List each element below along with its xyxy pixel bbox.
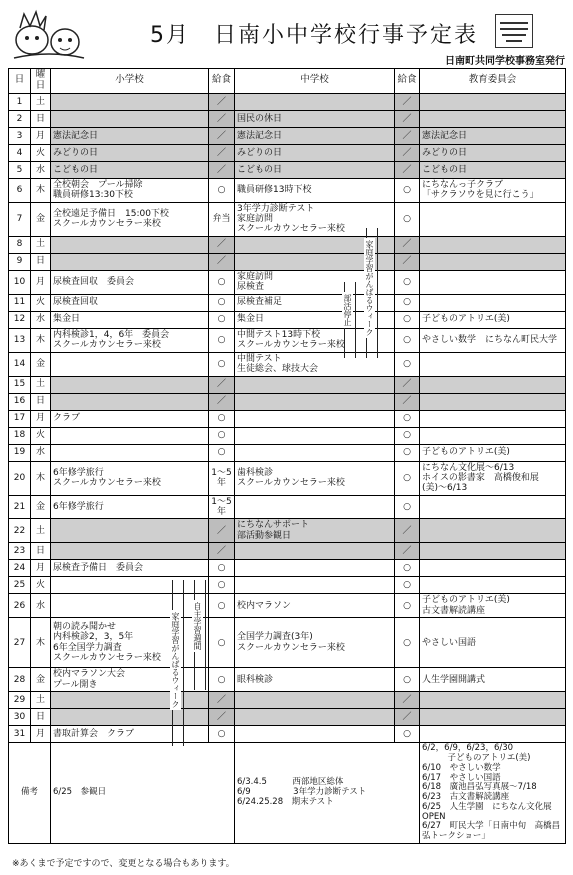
lunch-junior-cell: ／ bbox=[395, 161, 420, 178]
mascot-logo-icon bbox=[10, 8, 88, 62]
lunch-junior-cell: ／ bbox=[395, 253, 420, 270]
elementary-cell: みどりの日 bbox=[51, 144, 209, 161]
study-week-label-may: 家庭学習がんばるウィーク bbox=[171, 612, 180, 708]
lunch-elementary-cell: ○ bbox=[209, 270, 235, 294]
elementary-cell: クラブ bbox=[51, 410, 209, 427]
weekday-cell: 日 bbox=[31, 543, 51, 560]
elementary-cell: 書取計算会 クラブ bbox=[51, 726, 209, 743]
lunch-elementary-cell: ○ bbox=[209, 618, 235, 668]
junior-high-cell: こどもの日 bbox=[235, 161, 395, 178]
lunch-junior-cell: ○ bbox=[395, 726, 420, 743]
education-board-cell bbox=[420, 726, 566, 743]
elementary-cell: 尿検査回収 bbox=[51, 294, 209, 311]
day-cell: 25 bbox=[9, 577, 31, 594]
day-cell: 11 bbox=[9, 294, 31, 311]
day-cell: 31 bbox=[9, 726, 31, 743]
education-board-cell: 憲法記念日 bbox=[420, 127, 566, 144]
education-board-cell bbox=[420, 427, 566, 444]
lunch-junior-cell: ○ bbox=[395, 668, 420, 692]
day-cell: 9 bbox=[9, 253, 31, 270]
elementary-cell: 校内マラソン大会 プール開き bbox=[51, 668, 209, 692]
col-lunch-junior: 給食 bbox=[395, 69, 420, 94]
education-board-cell: にちなんっ子クラブ 「サクラソウを見に行こう」 bbox=[420, 178, 566, 202]
schedule-row bbox=[9, 93, 566, 110]
education-board-cell bbox=[420, 709, 566, 726]
education-board-cell bbox=[420, 577, 566, 594]
education-board-cell bbox=[420, 270, 566, 294]
lunch-junior-cell: ○ bbox=[395, 352, 420, 376]
junior-high-cell: 校内マラソン bbox=[235, 594, 395, 618]
lunch-junior-cell: ／ bbox=[395, 543, 420, 560]
lunch-elementary-cell: ／ bbox=[209, 236, 235, 253]
weekday-cell: 火 bbox=[31, 144, 51, 161]
lunch-elementary-cell: ／ bbox=[209, 253, 235, 270]
lunch-junior-cell: ／ bbox=[395, 376, 420, 393]
lunch-junior-cell: ○ bbox=[395, 410, 420, 427]
day-cell: 19 bbox=[9, 444, 31, 461]
day-cell: 13 bbox=[9, 328, 31, 352]
lunch-elementary-cell: ○ bbox=[209, 726, 235, 743]
schedule-row bbox=[9, 519, 566, 543]
lunch-elementary-cell: ○ bbox=[209, 410, 235, 427]
education-board-cell bbox=[420, 236, 566, 253]
header-row bbox=[9, 69, 566, 94]
education-board-cell bbox=[420, 352, 566, 376]
schedule-row bbox=[9, 270, 566, 294]
junior-high-cell: 憲法記念日 bbox=[235, 127, 395, 144]
lunch-junior-cell: ／ bbox=[395, 144, 420, 161]
education-board-cell: やさしい数学 にちなん町民大学 bbox=[420, 328, 566, 352]
day-cell: 12 bbox=[9, 311, 31, 328]
schedule-row bbox=[9, 127, 566, 144]
lunch-elementary-cell: ／ bbox=[209, 110, 235, 127]
elementary-cell bbox=[51, 376, 209, 393]
schedule-row bbox=[9, 311, 566, 328]
lunch-elementary-cell: ○ bbox=[209, 577, 235, 594]
lunch-junior-cell: ／ bbox=[395, 709, 420, 726]
lunch-junior-cell: ○ bbox=[395, 618, 420, 668]
lunch-junior-cell: ／ bbox=[395, 519, 420, 543]
elementary-cell: 朝の読み聞かせ 内科検診2，3，5年 6年全国学力調査 スクールカウンセラー来校 bbox=[51, 618, 209, 668]
schedule-row bbox=[9, 709, 566, 726]
junior-high-cell bbox=[235, 393, 395, 410]
lunch-junior-cell: ○ bbox=[395, 444, 420, 461]
notes-elementary: 6/25 参観日 bbox=[51, 743, 235, 844]
education-board-cell: こどもの日 bbox=[420, 161, 566, 178]
lunch-elementary-cell: ／ bbox=[209, 519, 235, 543]
schedule-row bbox=[9, 410, 566, 427]
lunch-junior-cell: ○ bbox=[395, 294, 420, 311]
weekday-cell: 火 bbox=[31, 294, 51, 311]
day-cell: 14 bbox=[9, 352, 31, 376]
weekday-cell: 月 bbox=[31, 270, 51, 294]
schedule-table bbox=[8, 68, 566, 844]
weekday-cell: 月 bbox=[31, 560, 51, 577]
junior-high-cell bbox=[235, 692, 395, 709]
schedule-row bbox=[9, 577, 566, 594]
lunch-elementary-cell: ○ bbox=[209, 594, 235, 618]
lunch-junior-cell: ○ bbox=[395, 328, 420, 352]
weekday-cell: 木 bbox=[31, 618, 51, 668]
junior-high-cell bbox=[235, 376, 395, 393]
day-cell: 26 bbox=[9, 594, 31, 618]
schedule-row bbox=[9, 236, 566, 253]
junior-high-cell: 中間テスト13時下校 スクールカウンセラー来校 bbox=[235, 328, 395, 352]
lunch-elementary-cell: ○ bbox=[209, 668, 235, 692]
weekday-cell: 月 bbox=[31, 410, 51, 427]
col-lunch-elementary: 給食 bbox=[209, 69, 235, 94]
junior-high-cell bbox=[235, 410, 395, 427]
elementary-cell: 内科検診1，4，6年 委員会 スクールカウンセラー来校 bbox=[51, 328, 209, 352]
education-board-cell bbox=[420, 393, 566, 410]
day-cell: 20 bbox=[9, 461, 31, 495]
junior-high-cell: みどりの日 bbox=[235, 144, 395, 161]
weekday-cell: 金 bbox=[31, 495, 51, 519]
junior-high-cell bbox=[235, 543, 395, 560]
junior-high-cell bbox=[235, 427, 395, 444]
weekday-cell: 水 bbox=[31, 161, 51, 178]
publisher: 日南町共同学校事務室発行 bbox=[445, 56, 565, 67]
day-cell: 4 bbox=[9, 144, 31, 161]
education-board-cell: 子どものアトリエ(美) 古文書解読講座 bbox=[420, 594, 566, 618]
day-cell: 27 bbox=[9, 618, 31, 668]
schedule-row bbox=[9, 618, 566, 668]
lunch-elementary-cell: ○ bbox=[209, 178, 235, 202]
schedule-row bbox=[9, 328, 566, 352]
lunch-junior-cell: ／ bbox=[395, 692, 420, 709]
lunch-elementary-cell: ／ bbox=[209, 161, 235, 178]
day-cell: 1 bbox=[9, 93, 31, 110]
elementary-cell bbox=[51, 594, 209, 618]
junior-high-cell bbox=[235, 93, 395, 110]
junior-high-cell bbox=[235, 495, 395, 519]
lunch-elementary-cell: ○ bbox=[209, 352, 235, 376]
lunch-junior-cell: ／ bbox=[395, 393, 420, 410]
junior-high-cell: 国民の休日 bbox=[235, 110, 395, 127]
lunch-elementary-cell: ／ bbox=[209, 543, 235, 560]
schedule-row bbox=[9, 461, 566, 495]
schedule-row bbox=[9, 294, 566, 311]
day-cell: 5 bbox=[9, 161, 31, 178]
lunch-elementary-cell: ／ bbox=[209, 127, 235, 144]
education-board-cell: 子どものアトリエ(美) bbox=[420, 311, 566, 328]
lunch-elementary-cell: ○ bbox=[209, 427, 235, 444]
day-cell: 29 bbox=[9, 692, 31, 709]
education-board-cell bbox=[420, 519, 566, 543]
junior-high-cell bbox=[235, 444, 395, 461]
lunch-elementary-cell: ○ bbox=[209, 311, 235, 328]
col-day: 日 bbox=[9, 69, 31, 94]
day-cell: 22 bbox=[9, 519, 31, 543]
weekday-cell: 日 bbox=[31, 110, 51, 127]
notes-education-board: 6/2，6/9，6/23，6/30 子どものアトリエ(美) 6/10 やさしい数学 6/17 やさしい国語 6/18 廣池昌弘写真展〜7/18 6/23 古文書解読講座 6/25 人生学園 にちなん文化展OPEN 6/27 町民大学「日南中旬 高橋昌弘トークショー」 bbox=[420, 743, 566, 844]
notes-label: 備考 bbox=[9, 743, 51, 844]
page-title: 5月 日南小中学校行事予定表 bbox=[150, 23, 478, 48]
schedule-row bbox=[9, 393, 566, 410]
junior-high-cell: 歯科検診 スクールカウンセラー来校 bbox=[235, 461, 395, 495]
elementary-cell: 全校朝会 プール掃除 職員研修13:30下校 bbox=[51, 178, 209, 202]
page-header bbox=[0, 0, 573, 68]
elementary-cell bbox=[51, 577, 209, 594]
education-board-cell: 子どものアトリエ(美) bbox=[420, 444, 566, 461]
lunch-junior-cell: ○ bbox=[395, 178, 420, 202]
junior-high-cell bbox=[235, 726, 395, 743]
lunch-junior-cell: ／ bbox=[395, 93, 420, 110]
lunch-junior-cell: ○ bbox=[395, 594, 420, 618]
elementary-cell bbox=[51, 393, 209, 410]
education-board-cell bbox=[420, 93, 566, 110]
weekday-cell: 土 bbox=[31, 236, 51, 253]
day-cell: 15 bbox=[9, 376, 31, 393]
notes-row bbox=[9, 743, 566, 844]
day-cell: 23 bbox=[9, 543, 31, 560]
day-cell: 6 bbox=[9, 178, 31, 202]
lunch-elementary-cell: 弁当 bbox=[209, 202, 235, 236]
lunch-junior-cell: ○ bbox=[395, 560, 420, 577]
elementary-cell bbox=[51, 352, 209, 376]
lunch-elementary-cell: ／ bbox=[209, 393, 235, 410]
club-pause-label: 部活停止 bbox=[343, 294, 352, 326]
day-cell: 30 bbox=[9, 709, 31, 726]
junior-high-cell: 家庭訪問 尿検査 bbox=[235, 270, 395, 294]
elementary-cell: こどもの日 bbox=[51, 161, 209, 178]
lunch-elementary-cell: ／ bbox=[209, 144, 235, 161]
lunch-elementary-cell: 1〜5年 bbox=[209, 495, 235, 519]
lunch-elementary-cell: ／ bbox=[209, 93, 235, 110]
junior-high-cell: 職員研修13時下校 bbox=[235, 178, 395, 202]
lunch-junior-cell: ／ bbox=[395, 236, 420, 253]
lunch-junior-cell: ○ bbox=[395, 495, 420, 519]
schedule-row bbox=[9, 376, 566, 393]
schedule-row bbox=[9, 110, 566, 127]
footer-note: ※あくまで予定ですので、変更となる場合もあります。 bbox=[12, 859, 235, 869]
day-cell: 7 bbox=[9, 202, 31, 236]
weekday-cell: 土 bbox=[31, 692, 51, 709]
education-board-cell: 人生学園開講式 bbox=[420, 668, 566, 692]
junior-high-cell: 尿検査補足 bbox=[235, 294, 395, 311]
weekday-cell: 木 bbox=[31, 328, 51, 352]
schedule-row bbox=[9, 444, 566, 461]
day-cell: 17 bbox=[9, 410, 31, 427]
education-board-cell: みどりの日 bbox=[420, 144, 566, 161]
weekday-cell: 木 bbox=[31, 461, 51, 495]
elementary-cell: 全校遠足予備日 15:00下校 スクールカウンセラー来校 bbox=[51, 202, 209, 236]
lunch-elementary-cell: ／ bbox=[209, 376, 235, 393]
lunch-junior-cell: ○ bbox=[395, 577, 420, 594]
education-board-cell bbox=[420, 202, 566, 236]
schedule-row bbox=[9, 253, 566, 270]
elementary-cell: 6年修学旅行 bbox=[51, 495, 209, 519]
weekday-cell: 金 bbox=[31, 352, 51, 376]
schedule-row bbox=[9, 202, 566, 236]
weekday-cell: 日 bbox=[31, 253, 51, 270]
weekday-cell: 火 bbox=[31, 427, 51, 444]
self-study-label: 自主学習週間 bbox=[193, 602, 202, 650]
emblem-icon bbox=[495, 14, 533, 48]
junior-high-cell: 中間テスト 生徒総会、球技大会 bbox=[235, 352, 395, 376]
day-cell: 8 bbox=[9, 236, 31, 253]
education-board-cell: にちなん文化展〜6/13 ホイスの影書家 高橋俊和展(美)〜6/13 bbox=[420, 461, 566, 495]
education-board-cell bbox=[420, 410, 566, 427]
notes-junior-high: 6/3.4.5 西部地区総体 6/9 3年学力診断テスト 6/24.25.28 期末テスト bbox=[235, 743, 420, 844]
elementary-cell: 集金日 bbox=[51, 311, 209, 328]
col-junior-high: 中学校 bbox=[235, 69, 395, 94]
day-cell: 16 bbox=[9, 393, 31, 410]
weekday-cell: 土 bbox=[31, 519, 51, 543]
day-cell: 21 bbox=[9, 495, 31, 519]
elementary-cell bbox=[51, 253, 209, 270]
weekday-cell: 日 bbox=[31, 393, 51, 410]
schedule-row bbox=[9, 495, 566, 519]
junior-high-cell: 全国学力調査(3年) スクールカウンセラー来校 bbox=[235, 618, 395, 668]
education-board-cell bbox=[420, 294, 566, 311]
day-cell: 18 bbox=[9, 427, 31, 444]
schedule-row bbox=[9, 144, 566, 161]
education-board-cell bbox=[420, 110, 566, 127]
elementary-cell bbox=[51, 709, 209, 726]
study-week-label-junior: 家庭学習がんばるウィーク bbox=[365, 240, 374, 336]
day-cell: 3 bbox=[9, 127, 31, 144]
junior-high-cell bbox=[235, 560, 395, 577]
lunch-junior-cell: ○ bbox=[395, 427, 420, 444]
elementary-cell bbox=[51, 444, 209, 461]
schedule-row bbox=[9, 692, 566, 709]
junior-high-cell: 集金日 bbox=[235, 311, 395, 328]
lunch-elementary-cell: ○ bbox=[209, 444, 235, 461]
weekday-cell: 火 bbox=[31, 577, 51, 594]
weekday-cell: 金 bbox=[31, 668, 51, 692]
lunch-junior-cell: ／ bbox=[395, 110, 420, 127]
schedule-row bbox=[9, 543, 566, 560]
lunch-elementary-cell: ○ bbox=[209, 294, 235, 311]
elementary-cell: 尿検査予備日 委員会 bbox=[51, 560, 209, 577]
col-weekday: 曜日 bbox=[31, 69, 51, 94]
lunch-junior-cell: ○ bbox=[395, 270, 420, 294]
day-cell: 10 bbox=[9, 270, 31, 294]
weekday-cell: 木 bbox=[31, 178, 51, 202]
elementary-cell bbox=[51, 93, 209, 110]
junior-high-cell: 3年学力診断テスト 家庭訪問 スクールカウンセラー来校 bbox=[235, 202, 395, 236]
lunch-junior-cell: ○ bbox=[395, 202, 420, 236]
education-board-cell bbox=[420, 692, 566, 709]
weekday-cell: 日 bbox=[31, 709, 51, 726]
lunch-elementary-cell: ○ bbox=[209, 560, 235, 577]
junior-high-cell: にちなんサポート 部活動参観日 bbox=[235, 519, 395, 543]
schedule-row bbox=[9, 594, 566, 618]
elementary-cell bbox=[51, 427, 209, 444]
elementary-cell: 6年修学旅行 スクールカウンセラー来校 bbox=[51, 461, 209, 495]
schedule-row bbox=[9, 352, 566, 376]
weekday-cell: 水 bbox=[31, 311, 51, 328]
weekday-cell: 水 bbox=[31, 594, 51, 618]
elementary-cell bbox=[51, 519, 209, 543]
elementary-cell: 尿検査回収 委員会 bbox=[51, 270, 209, 294]
education-board-cell bbox=[420, 543, 566, 560]
weekday-cell: 土 bbox=[31, 376, 51, 393]
schedule-row bbox=[9, 560, 566, 577]
weekday-cell: 土 bbox=[31, 93, 51, 110]
col-elementary: 小学校 bbox=[51, 69, 209, 94]
junior-high-cell bbox=[235, 577, 395, 594]
lunch-junior-cell: ／ bbox=[395, 127, 420, 144]
schedule-row bbox=[9, 161, 566, 178]
elementary-cell: 憲法記念日 bbox=[51, 127, 209, 144]
day-cell: 28 bbox=[9, 668, 31, 692]
lunch-elementary-cell: ／ bbox=[209, 692, 235, 709]
education-board-cell: やさしい国語 bbox=[420, 618, 566, 668]
lunch-junior-cell: ○ bbox=[395, 461, 420, 495]
weekday-cell: 月 bbox=[31, 127, 51, 144]
junior-high-cell bbox=[235, 709, 395, 726]
lunch-junior-cell: ○ bbox=[395, 311, 420, 328]
lunch-elementary-cell: ／ bbox=[209, 709, 235, 726]
education-board-cell bbox=[420, 495, 566, 519]
junior-high-cell: 眼科検診 bbox=[235, 668, 395, 692]
day-cell: 2 bbox=[9, 110, 31, 127]
elementary-cell bbox=[51, 543, 209, 560]
lunch-elementary-cell: 1〜5年 bbox=[209, 461, 235, 495]
col-education-board: 教育委員会 bbox=[420, 69, 566, 94]
elementary-cell bbox=[51, 692, 209, 709]
schedule-row bbox=[9, 427, 566, 444]
weekday-cell: 水 bbox=[31, 444, 51, 461]
elementary-cell bbox=[51, 110, 209, 127]
weekday-cell: 金 bbox=[31, 202, 51, 236]
lunch-elementary-cell: ○ bbox=[209, 328, 235, 352]
education-board-cell bbox=[420, 253, 566, 270]
schedule-row bbox=[9, 178, 566, 202]
elementary-cell bbox=[51, 236, 209, 253]
education-board-cell bbox=[420, 560, 566, 577]
schedule-row bbox=[9, 726, 566, 743]
schedule-row bbox=[9, 668, 566, 692]
day-cell: 24 bbox=[9, 560, 31, 577]
education-board-cell bbox=[420, 376, 566, 393]
weekday-cell: 月 bbox=[31, 726, 51, 743]
